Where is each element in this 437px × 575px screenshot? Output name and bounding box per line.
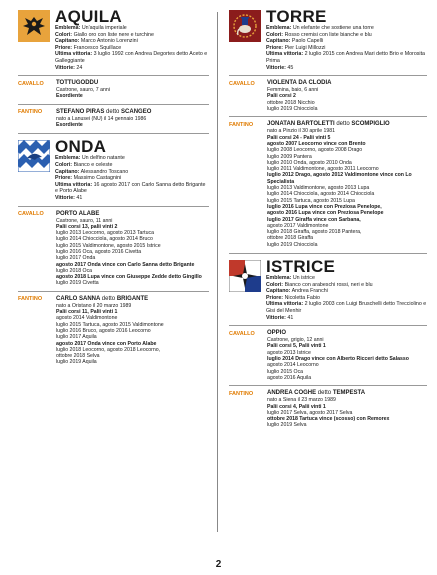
info-value: Francesco Squillace	[73, 44, 122, 51]
jockey-detail: luglio 2018 Leocorno, agosto 2018 Leocorno,	[56, 346, 161, 353]
info-value: Un delfino natante	[81, 155, 125, 162]
info-value: Un istrice	[292, 274, 315, 281]
divider	[18, 104, 209, 105]
contrada-block-onda	[18, 138, 209, 365]
info-value: Marco Antonio Lorenzini	[80, 38, 138, 45]
contrada-name: AQUILA	[55, 7, 122, 26]
horse-name: VIOLENTA DA CLODIA	[267, 80, 332, 87]
jockey-detail: nato a Lanusei (NU) il 14 gennaio 1986	[56, 115, 147, 122]
divider	[229, 253, 427, 254]
horse-detail: luglio 2013 Leocorno, agosto 2013 Tartuca	[56, 230, 154, 237]
info-value: 41	[76, 194, 83, 201]
contrada-header	[229, 8, 427, 71]
info-value: Nicoletta Fabio	[284, 294, 320, 301]
column-divider	[217, 12, 218, 532]
jockey-detail: luglio 2017 Selva, agosto 2017 Selva	[267, 409, 353, 416]
divider	[18, 206, 209, 207]
contrada-block-aquila	[18, 8, 209, 128]
contrada-name: TORRE	[266, 7, 327, 26]
horse-detail: luglio 2016 Oca, agosto 2016 Civetta	[56, 248, 142, 255]
fantino-row	[18, 109, 209, 129]
contrada-name: ONDA	[55, 137, 107, 157]
info-label: Vittorie:	[266, 314, 286, 321]
info-label: Capitano:	[55, 168, 80, 175]
jockey-detail: luglio 2008 Leocorno, agosto 2008 Drago	[267, 147, 363, 154]
jockey-detail: agosto 2016 Lupa vince con Preziosa Penelope	[267, 210, 384, 217]
info-value: Massimo Castagnini	[73, 175, 122, 182]
horse-detail: agosto 2016 Aquila	[267, 374, 312, 381]
horse-detail: Esordiente	[56, 93, 83, 100]
horse-detail: luglio 2017 Onda	[56, 255, 96, 262]
horse-detail: luglio 2015 Oca	[267, 368, 304, 375]
info-value: Bianco con arabeschi rossi, neri e blu	[284, 281, 373, 288]
horse-detail: luglio 2018 Oca	[56, 267, 93, 274]
horse-detail: Femmina, baio, 6 anni	[267, 87, 319, 94]
horse-detail: agosto 2013 Istrice	[267, 349, 311, 356]
role-label: CAVALLO	[18, 80, 44, 87]
jockey-detail: agosto 2017 Onda vince con Porto Alabe	[56, 340, 157, 347]
jockey-detail: nato a Oristano il 20 marzo 1989	[56, 302, 132, 309]
fantino-row	[229, 390, 427, 428]
divider	[18, 75, 209, 76]
role-label: FANTINO	[229, 390, 254, 397]
info-label: Colori:	[266, 281, 284, 288]
info-label: Vittorie:	[55, 194, 75, 201]
horse-detail: luglio 2019 Civetta	[56, 280, 99, 287]
cavallo-row	[229, 330, 427, 381]
jockey-name: STEFANO PIRAS detto SCANGEO	[56, 108, 152, 115]
horse-detail: agosto 2017 Onda vince con Carlo Sanna detto Brigante	[56, 261, 195, 268]
divider	[18, 133, 209, 134]
info-label: Priore:	[266, 44, 284, 51]
info-label: Ultima vittoria:	[55, 181, 93, 188]
info-value: Alessandro Toscano	[80, 168, 129, 175]
horse-detail: luglio 2014 Drago vince con Alberto Ricceri detto Salasso	[267, 356, 409, 363]
info-value: Pier Luigi Millozzi	[284, 44, 326, 51]
divider	[229, 75, 427, 76]
cavallo-row	[18, 80, 209, 100]
divider	[229, 116, 427, 117]
info-value: 2 luglio 2003 con Luigi Bruschelli detto Trecciolino e Gisi del Menhir	[266, 301, 427, 314]
jockey-detail: luglio 2015 Tartuca, agosto 2015 Valdimontone	[56, 321, 164, 328]
horse-name: OPPIO	[267, 330, 287, 337]
info-value: 3 luglio 1992 con Andrea Degortes detto Aceto e Galleggiante	[55, 51, 208, 64]
role-label: FANTINO	[18, 296, 43, 303]
jockey-detail: luglio 2011 Valdimontone, agosto 2011 Leocorno	[267, 166, 379, 173]
horse-detail: luglio 2015 Valdimontone, agosto 2015 Istrice	[56, 242, 161, 249]
jockey-detail: agosto 2014 Valdimontone	[56, 315, 118, 322]
jockey-detail: luglio 2010 Onda, agosto 2010 Onda	[267, 159, 352, 166]
jockey-detail: ottobre 2018 Selva	[56, 353, 100, 360]
info-value: Andrea Franchi	[291, 288, 328, 295]
role-label: CAVALLO	[229, 330, 255, 337]
info-value: Giallo oro con liste nere e turchine	[73, 31, 154, 38]
jockey-detail: nato a Pinzio il 30 aprile 1981	[267, 128, 336, 135]
role-label: FANTINO	[229, 121, 254, 128]
info-label: Ultima vittoria:	[55, 51, 93, 58]
horse-detail: Palii corsi 5, Palii vinti 1	[267, 343, 326, 350]
info-value: 24	[76, 64, 83, 71]
jockey-detail: ottobre 2018 Tartuca vince (scosso) con Remorex	[267, 416, 390, 423]
contrada-header	[18, 138, 209, 201]
jockey-name: CARLO SANNA detto BRIGANTE	[56, 295, 149, 302]
info-value: Un'aquila imperiale	[81, 25, 127, 31]
jockey-detail: nato a Siena il 23 marzo 1989	[267, 397, 336, 404]
info-label: Vittorie:	[55, 64, 75, 71]
jockey-detail: Esordiente	[56, 122, 83, 129]
torre-elephant-emblem-icon	[229, 10, 261, 42]
info-label: Emblema:	[266, 274, 292, 281]
info-label: Colori:	[55, 31, 73, 38]
jockey-detail: luglio 2019 Chiocciola	[267, 241, 318, 248]
horse-detail: Palii corsi 2	[267, 93, 296, 100]
role-label: CAVALLO	[229, 80, 255, 87]
info-label: Capitano:	[266, 288, 291, 295]
info-label: Priore:	[55, 44, 73, 51]
info-value: Rosso cremisi con liste bianche e blu	[284, 31, 372, 38]
jockey-detail: luglio 2016 Lupa vince con Preziosa Penelope,	[267, 203, 382, 210]
jockey-detail: luglio 2013 Valdimontone, agosto 2013 Lupa	[267, 185, 370, 192]
info-value: 45	[287, 64, 294, 71]
info-label: Capitano:	[55, 38, 80, 45]
istrice-porcupine-emblem-icon	[229, 260, 261, 292]
horse-detail: luglio 2014 Chiocciola, agosto 2014 Bruco	[56, 236, 153, 243]
horse-detail: agosto 2018 Lupa vince con Giuseppe Zedde detto Gingillo	[56, 274, 202, 281]
aquila-eagle-emblem-icon	[18, 10, 50, 42]
contrada-name: ISTRICE	[266, 256, 336, 276]
info-label: Ultima vittoria:	[266, 51, 304, 58]
jockey-detail: agosto 2007 Leocorno vince con Brento	[267, 140, 366, 147]
jockey-detail: luglio 2019 Selva	[267, 422, 307, 429]
info-label: Priore:	[55, 175, 73, 182]
horse-detail: luglio 2019 Chiocciola	[267, 106, 318, 113]
divider	[229, 385, 427, 386]
info-label: Colori:	[266, 31, 284, 38]
cavallo-row	[229, 80, 427, 112]
jockey-detail: luglio 2016 Bruco, agosto 2016 Leocorno	[56, 327, 151, 334]
jockey-detail: agosto 2017 Valdimontone	[267, 222, 329, 229]
jockey-detail: luglio 2019 Aquila	[56, 359, 97, 366]
info-value: Paolo Capelli	[291, 38, 324, 45]
info-label: Colori:	[55, 161, 73, 168]
divider	[229, 325, 427, 326]
jockey-detail: luglio 2017 Giraffa vince con Sarbana,	[267, 216, 361, 223]
jockey-detail: Palii corsi 11, Palii vinti 1	[56, 309, 118, 316]
page-number: 2	[215, 559, 222, 570]
jockey-detail: luglio 2015 Tartuca, agosto 2015 Lupa	[267, 197, 355, 204]
horse-detail: agosto 2014 Leocorno	[267, 362, 319, 369]
info-value: Un elefante che sostiene una torre	[292, 25, 374, 31]
jockey-name: JONATAN BARTOLETTI detto SCOMPIGLIO	[267, 121, 390, 128]
contrada-block-torre	[229, 8, 427, 248]
horse-detail: Castrone, sauro, 11 anni	[56, 217, 113, 224]
contrada-header	[18, 8, 209, 71]
info-label: Vittorie:	[266, 64, 286, 71]
info-label: Emblema:	[266, 25, 292, 31]
jockey-detail: luglio 2017 Aquila	[56, 334, 97, 341]
left-column	[18, 8, 209, 366]
jockey-detail: Palii corsi 4, Palii vinti 1	[267, 403, 326, 410]
fantino-row	[18, 296, 209, 366]
right-column	[229, 8, 427, 429]
horse-detail: Castrone, sauro, 7 anni	[56, 87, 110, 94]
horse-detail: Palii corsi 13, palii vinti 2	[56, 223, 118, 230]
info-label: Capitano:	[266, 38, 291, 45]
onda-dolphin-emblem-icon	[18, 140, 50, 172]
info-value: Bianco e celeste	[73, 161, 113, 168]
info-label: Emblema:	[55, 25, 81, 31]
jockey-name: ANDREA COGHE detto TEMPESTA	[267, 390, 366, 397]
contrada-block-istrice	[229, 258, 427, 429]
jockey-detail: luglio 2014 Chiocciola, agosto 2014 Chiocciola	[267, 191, 375, 198]
horse-detail: Castrone, grigio, 12 anni	[267, 337, 324, 344]
info-value: 41	[287, 314, 294, 321]
info-label: Priore:	[266, 294, 284, 301]
jockey-detail: luglio 2009 Pantera	[267, 153, 312, 160]
horse-detail: ottobre 2018 Nicchio	[267, 99, 315, 106]
jockey-detail: Palii corsi 24 - Palii vinti 5	[267, 134, 331, 141]
info-label: Ultima vittoria:	[266, 301, 304, 308]
info-value: 16 agosto 2017 con Carlo Sanna detto Brigante e Porto Alabe	[55, 181, 206, 195]
horse-name: PORTO ALABE	[56, 210, 100, 217]
divider	[18, 291, 209, 292]
horse-name: TOTTUGODDU	[56, 80, 99, 87]
info-value: 2 luglio 2015 con Andrea Mari detto Brio e Morosita Prima	[266, 51, 426, 64]
role-label: FANTINO	[18, 109, 43, 116]
jockey-detail: luglio 2018 Giraffa, agosto 2018 Pantera,	[267, 229, 362, 236]
contrada-header	[229, 258, 427, 321]
jockey-detail: luglio 2012 Drago, agosto 2012 Valdimontone vince con Lo Specialista	[267, 172, 412, 185]
info-label: Emblema:	[55, 155, 81, 162]
cavallo-row	[18, 211, 209, 287]
role-label: CAVALLO	[18, 211, 44, 217]
jockey-detail: ottobre 2018 Giraffa	[267, 235, 314, 242]
fantino-row	[229, 121, 427, 248]
